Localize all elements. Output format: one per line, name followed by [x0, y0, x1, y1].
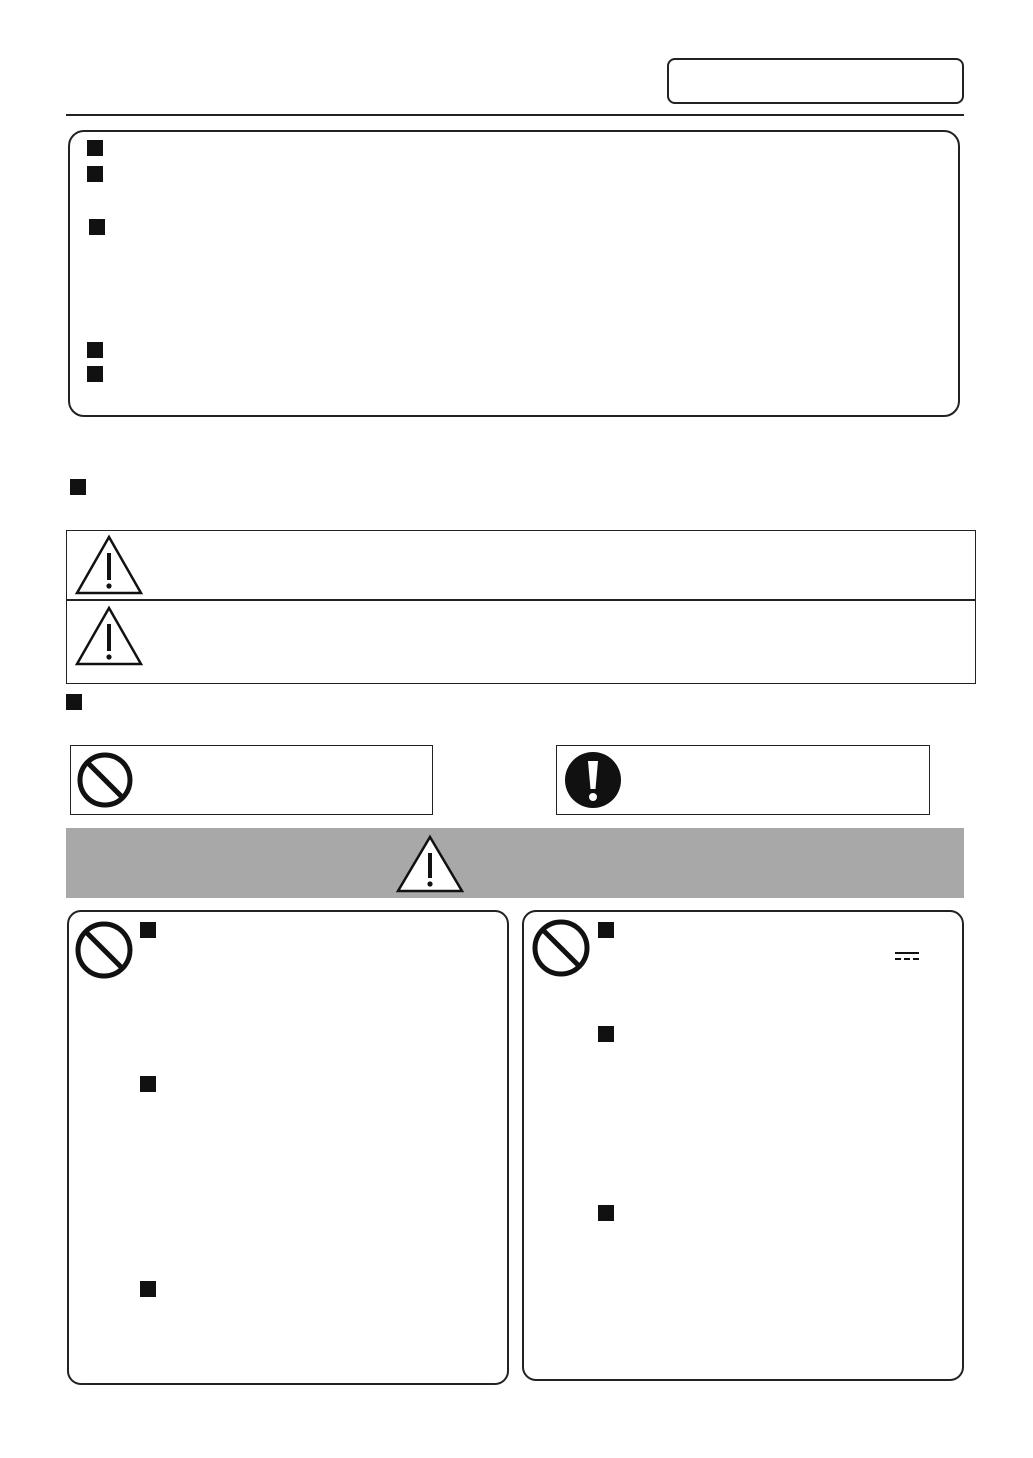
warning-banner: [66, 828, 964, 898]
bullet-square: [87, 140, 103, 156]
warning-triangle-icon: [396, 834, 464, 894]
header-rule: [66, 114, 964, 116]
bullet-square: [87, 166, 103, 182]
warning-triangle-icon: [75, 534, 143, 596]
bullet-square: [598, 1026, 614, 1042]
mandatory-action-icon: [564, 751, 622, 809]
bullet-square: [87, 366, 103, 382]
warning-triangle-icon: [75, 605, 143, 667]
header-label-box: [667, 58, 964, 104]
hazard-level-table: [66, 530, 976, 684]
prohibition-icon: [74, 920, 134, 980]
intro-panel: [68, 130, 960, 417]
bullet-square: [66, 694, 82, 710]
dc-symbol-icon: [893, 950, 921, 962]
prohibition-icon: [531, 918, 591, 978]
left-warning-panel: [67, 910, 509, 1385]
bullet-square: [89, 219, 105, 235]
bullet-square: [598, 922, 614, 938]
bullet-square: [87, 342, 103, 358]
right-warning-panel: [522, 910, 964, 1381]
bullet-square: [70, 479, 86, 495]
bullet-square: [140, 922, 156, 938]
bullet-square: [598, 1205, 614, 1221]
prohibition-icon: [76, 751, 134, 809]
bullet-square: [140, 1281, 156, 1297]
table-divider: [67, 599, 975, 601]
bullet-square: [140, 1076, 156, 1092]
